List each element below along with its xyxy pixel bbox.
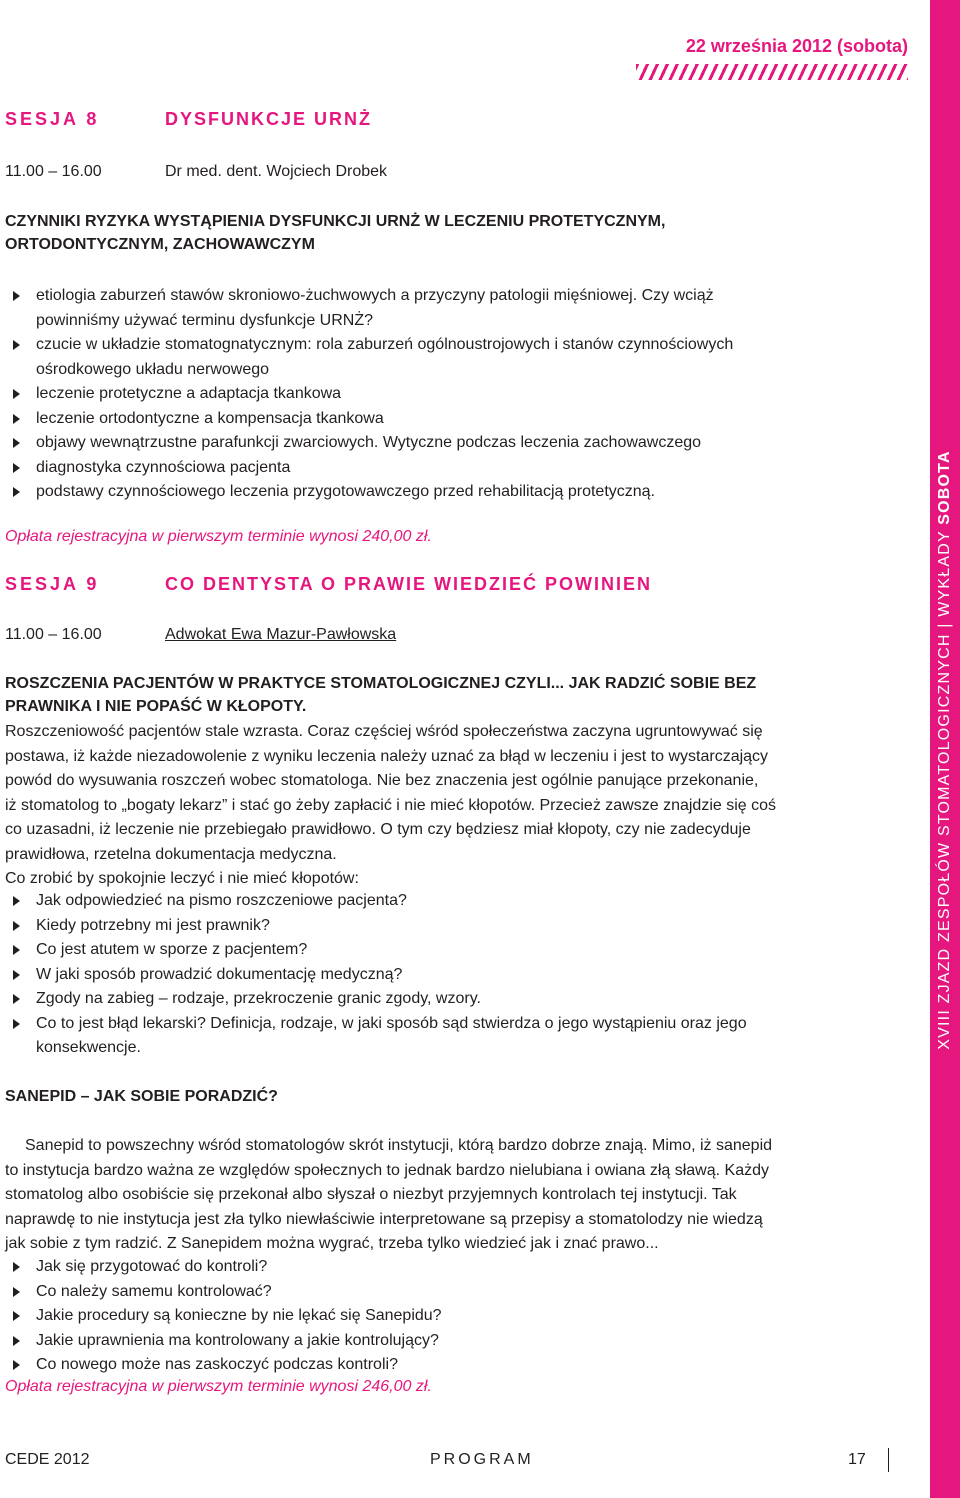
list-line: czucie w układzie stomatognatycznym: rola zaburzeń ogólnoustrojowych i stanów czynnościowych (36, 336, 734, 353)
paragraph-line: prawidłowa, rzetelna dokumentacja medyczna. (5, 845, 337, 863)
list-line: Co jest atutem w sporze z pacjentem? (36, 941, 308, 958)
list-item (5, 333, 915, 382)
page-number: 17 (848, 1451, 866, 1468)
session-9-time: 11.00 – 16.00 (5, 626, 102, 643)
list-item (5, 1255, 915, 1280)
footer-divider (888, 1448, 889, 1472)
list-item (5, 480, 915, 505)
sidebar-text: XVIII ZJAZD ZESPOŁÓW STOMATOLOGICZNYCH | WYKŁADY (936, 530, 953, 1050)
bullet-arrow-icon (13, 291, 20, 301)
bullet-arrow-icon (13, 1311, 20, 1321)
paragraph-line: stomatolog albo osobiście się przekonał albo słyszał o niezbyt przyjemnych kontrolach tej instytucji. Tak (5, 1186, 737, 1203)
list-line: leczenie protetyczne a adaptacja tkankowa (36, 385, 342, 402)
session-9-description (5, 720, 890, 892)
list-line: Co nowego może nas zaskoczyć podczas kontroli? (36, 1356, 398, 1373)
session-8-topics (5, 284, 915, 505)
list-item (5, 938, 915, 963)
list-item (5, 1353, 915, 1378)
session-8-title: DYSFUNKCJE URNŻ (165, 109, 373, 129)
paragraph-line: naprawdę to nie instytucja jest zła tylko niewłaściwie interpretowane są przepisy a stomatolodzy nie wiedzą (5, 1210, 763, 1228)
list-line: konsekwencje. (36, 1039, 141, 1056)
sidebar-band (930, 0, 960, 1498)
session-9-speaker: Adwokat Ewa Mazur-Pawłowska (165, 626, 397, 643)
session-8-label: SESJA 8 (5, 109, 100, 129)
bullet-arrow-icon (13, 463, 20, 473)
bullet-arrow-icon (13, 1336, 20, 1346)
list-line: objawy wewnątrzustne parafunkcji zwarciowych. Wytyczne podczas leczenia zachowawczego (36, 434, 702, 451)
footer-center: PROGRAM (430, 1451, 534, 1468)
list-item (5, 914, 915, 939)
footer-left: CEDE 2012 (5, 1451, 90, 1468)
list-item (5, 1329, 915, 1354)
list-line: powinniśmy używać terminu dysfunkcje URNŻ? (36, 311, 373, 329)
sidebar-bold: SOBOTA (936, 450, 953, 525)
paragraph-line: powód do wysuwania roszczeń wobec stomatologa. Nie bez znaczenia jest ogólnie panujące przekonanie, (5, 772, 759, 789)
lecture-title-line: CZYNNIKI RYZYKA WYSTĄPIENIA DYSFUNKCJI URNŻ W LECZENIU PROTETYCZNYM, (5, 213, 666, 230)
list-line: etiologia zaburzeń stawów skroniowo-żuchwowych a przyczyny patologii mięśniowej. Czy wciąż (36, 287, 714, 304)
paragraph-line: postawa, iż każde niezadowolenie z wyniku leczenia należy uznać za błąd w leczeniu i jest to wystarczający (5, 747, 769, 765)
list-item (5, 456, 915, 481)
list-line: Jakie uprawnienia ma kontrolowany a jakie kontrolujący? (36, 1331, 439, 1349)
bullet-arrow-icon (13, 1262, 20, 1272)
bullet-arrow-icon (13, 1360, 20, 1370)
sanepid-description (5, 1134, 890, 1257)
session-8-time: 11.00 – 16.00 (5, 163, 102, 180)
list-line: Jak się przygotować do kontroli? (36, 1258, 268, 1275)
paragraph-line (5, 720, 890, 745)
list-line: Jak odpowiedzieć na pismo roszczeniowe pacjenta? (36, 892, 407, 909)
sanepid-title: SANEPID – JAK SOBIE PORADZIĆ? (5, 1088, 278, 1105)
bullet-arrow-icon (13, 438, 20, 448)
question-line: Co zrobić by spokojnie leczyć i nie mieć kłopotów: (5, 870, 359, 887)
list-item (5, 431, 915, 456)
list-line: Zgody na zabieg – rodzaje, przekroczenie granic zgody, wzory. (36, 990, 481, 1007)
list-line: Co to jest błąd lekarski? Definicja, rodzaje, w jaki sposób sąd stwierdza o jego wystąpieniu oraz jego (36, 1014, 747, 1032)
list-line: Jakie procedury są konieczne by nie lękać się Sanepidu? (36, 1307, 442, 1324)
list-line: leczenie ortodontyczne a kompensacja tkankowa (36, 409, 384, 427)
registration-fee: Opłata rejestracyjna w pierwszym terminie wynosi 240,00 zł. (5, 528, 432, 545)
list-line: diagnostyka czynnościowa pacjenta (36, 458, 291, 476)
paragraph-line: jak sobie z tym radzić. Z Sanepidem można wygrać, trzeba tylko wiedzieć jak i znać prawo... (5, 1235, 659, 1252)
bullet-arrow-icon (13, 389, 20, 399)
bullet-arrow-icon (13, 896, 20, 906)
bullet-arrow-icon (13, 970, 20, 980)
paragraph-line: to instytucja bardzo ważna ze względów społecznych to jednak bardzo nielubiana i owiana złą sławą. Każdy (5, 1161, 769, 1179)
bullet-arrow-icon (13, 1287, 20, 1297)
list-line: Co należy samemu kontrolować? (36, 1282, 272, 1300)
list-item (5, 284, 915, 333)
list-item (5, 1304, 915, 1329)
session-9-topics (5, 889, 915, 1061)
sidebar-label (936, 450, 954, 1049)
bullet-arrow-icon (13, 1019, 20, 1029)
decorative-hatch (636, 64, 908, 80)
list-item (5, 382, 915, 407)
list-item (5, 963, 915, 988)
bullet-arrow-icon (13, 921, 20, 931)
bullet-arrow-icon (13, 994, 20, 1004)
paragraph-text: Coraz częściej wśród społeczeństwa zaczyna ugruntowywać się (307, 723, 763, 740)
registration-fee: Opłata rejestracyjna w pierwszym terminie wynosi 246,00 zł. (5, 1378, 432, 1395)
list-item (5, 1280, 915, 1305)
sanepid-topics (5, 1255, 915, 1378)
paragraph-line: iż stomatolog to „bogaty lekarz” i stać go żeby zapłacić i nie mieć kłopotów. Przecież zawsze znajdzie się coś (5, 796, 777, 814)
list-line: Kiedy potrzebny mi jest prawnik? (36, 916, 270, 934)
session-9-title: CO DENTYSTA O PRAWIE WIEDZIEĆ POWINIEN (165, 574, 653, 594)
bullet-arrow-icon (13, 414, 20, 424)
date-header: 22 września 2012 (sobota) (685, 36, 908, 56)
lecture-title-line: PRAWNIKA I NIE POPAŚĆ W KŁOPOTY. (5, 698, 307, 715)
bullet-arrow-icon (13, 487, 20, 497)
paragraph-line: co uzasadni, iż leczenie nie przebiegało prawidłowo. O tym czy będziesz miał kłopoty, czy nie zadecyduje (5, 821, 751, 838)
list-line: ośrodkowego układu nerwowego (36, 360, 270, 378)
lecture-title-line: ROSZCZENIA PACJENTÓW W PRAKTYCE STOMATOLOGICZNEJ CZYLI... JAK RADZIĆ SOBIE BEZ (5, 675, 757, 692)
paragraph-line: Sanepid to powszechny wśród stomatologów skrót instytucji, którą bardzo dobrze znają. Mimo, iż sanepid (25, 1137, 773, 1154)
lecture-title (5, 210, 915, 256)
bullet-arrow-icon (13, 340, 20, 350)
bullet-arrow-icon (13, 945, 20, 955)
session-8-speaker: Dr med. dent. Wojciech Drobek (165, 163, 388, 180)
list-item (5, 407, 915, 432)
session-9-label: SESJA 9 (5, 574, 100, 594)
list-item (5, 987, 915, 1012)
list-line: podstawy czynnościowego leczenia przygotowawczego przed rehabilitacją protetyczną. (36, 483, 655, 500)
list-item (5, 889, 915, 914)
intro-sentence: Roszczeniowość pacjentów stale wzrasta. (5, 723, 303, 740)
lecture-title-line: ORTODONTYCZNYM, ZACHOWAWCZYM (5, 236, 315, 253)
list-line: W jaki sposób prowadzić dokumentację medyczną? (36, 965, 403, 983)
list-item (5, 1012, 915, 1061)
lecture-title (5, 672, 915, 718)
